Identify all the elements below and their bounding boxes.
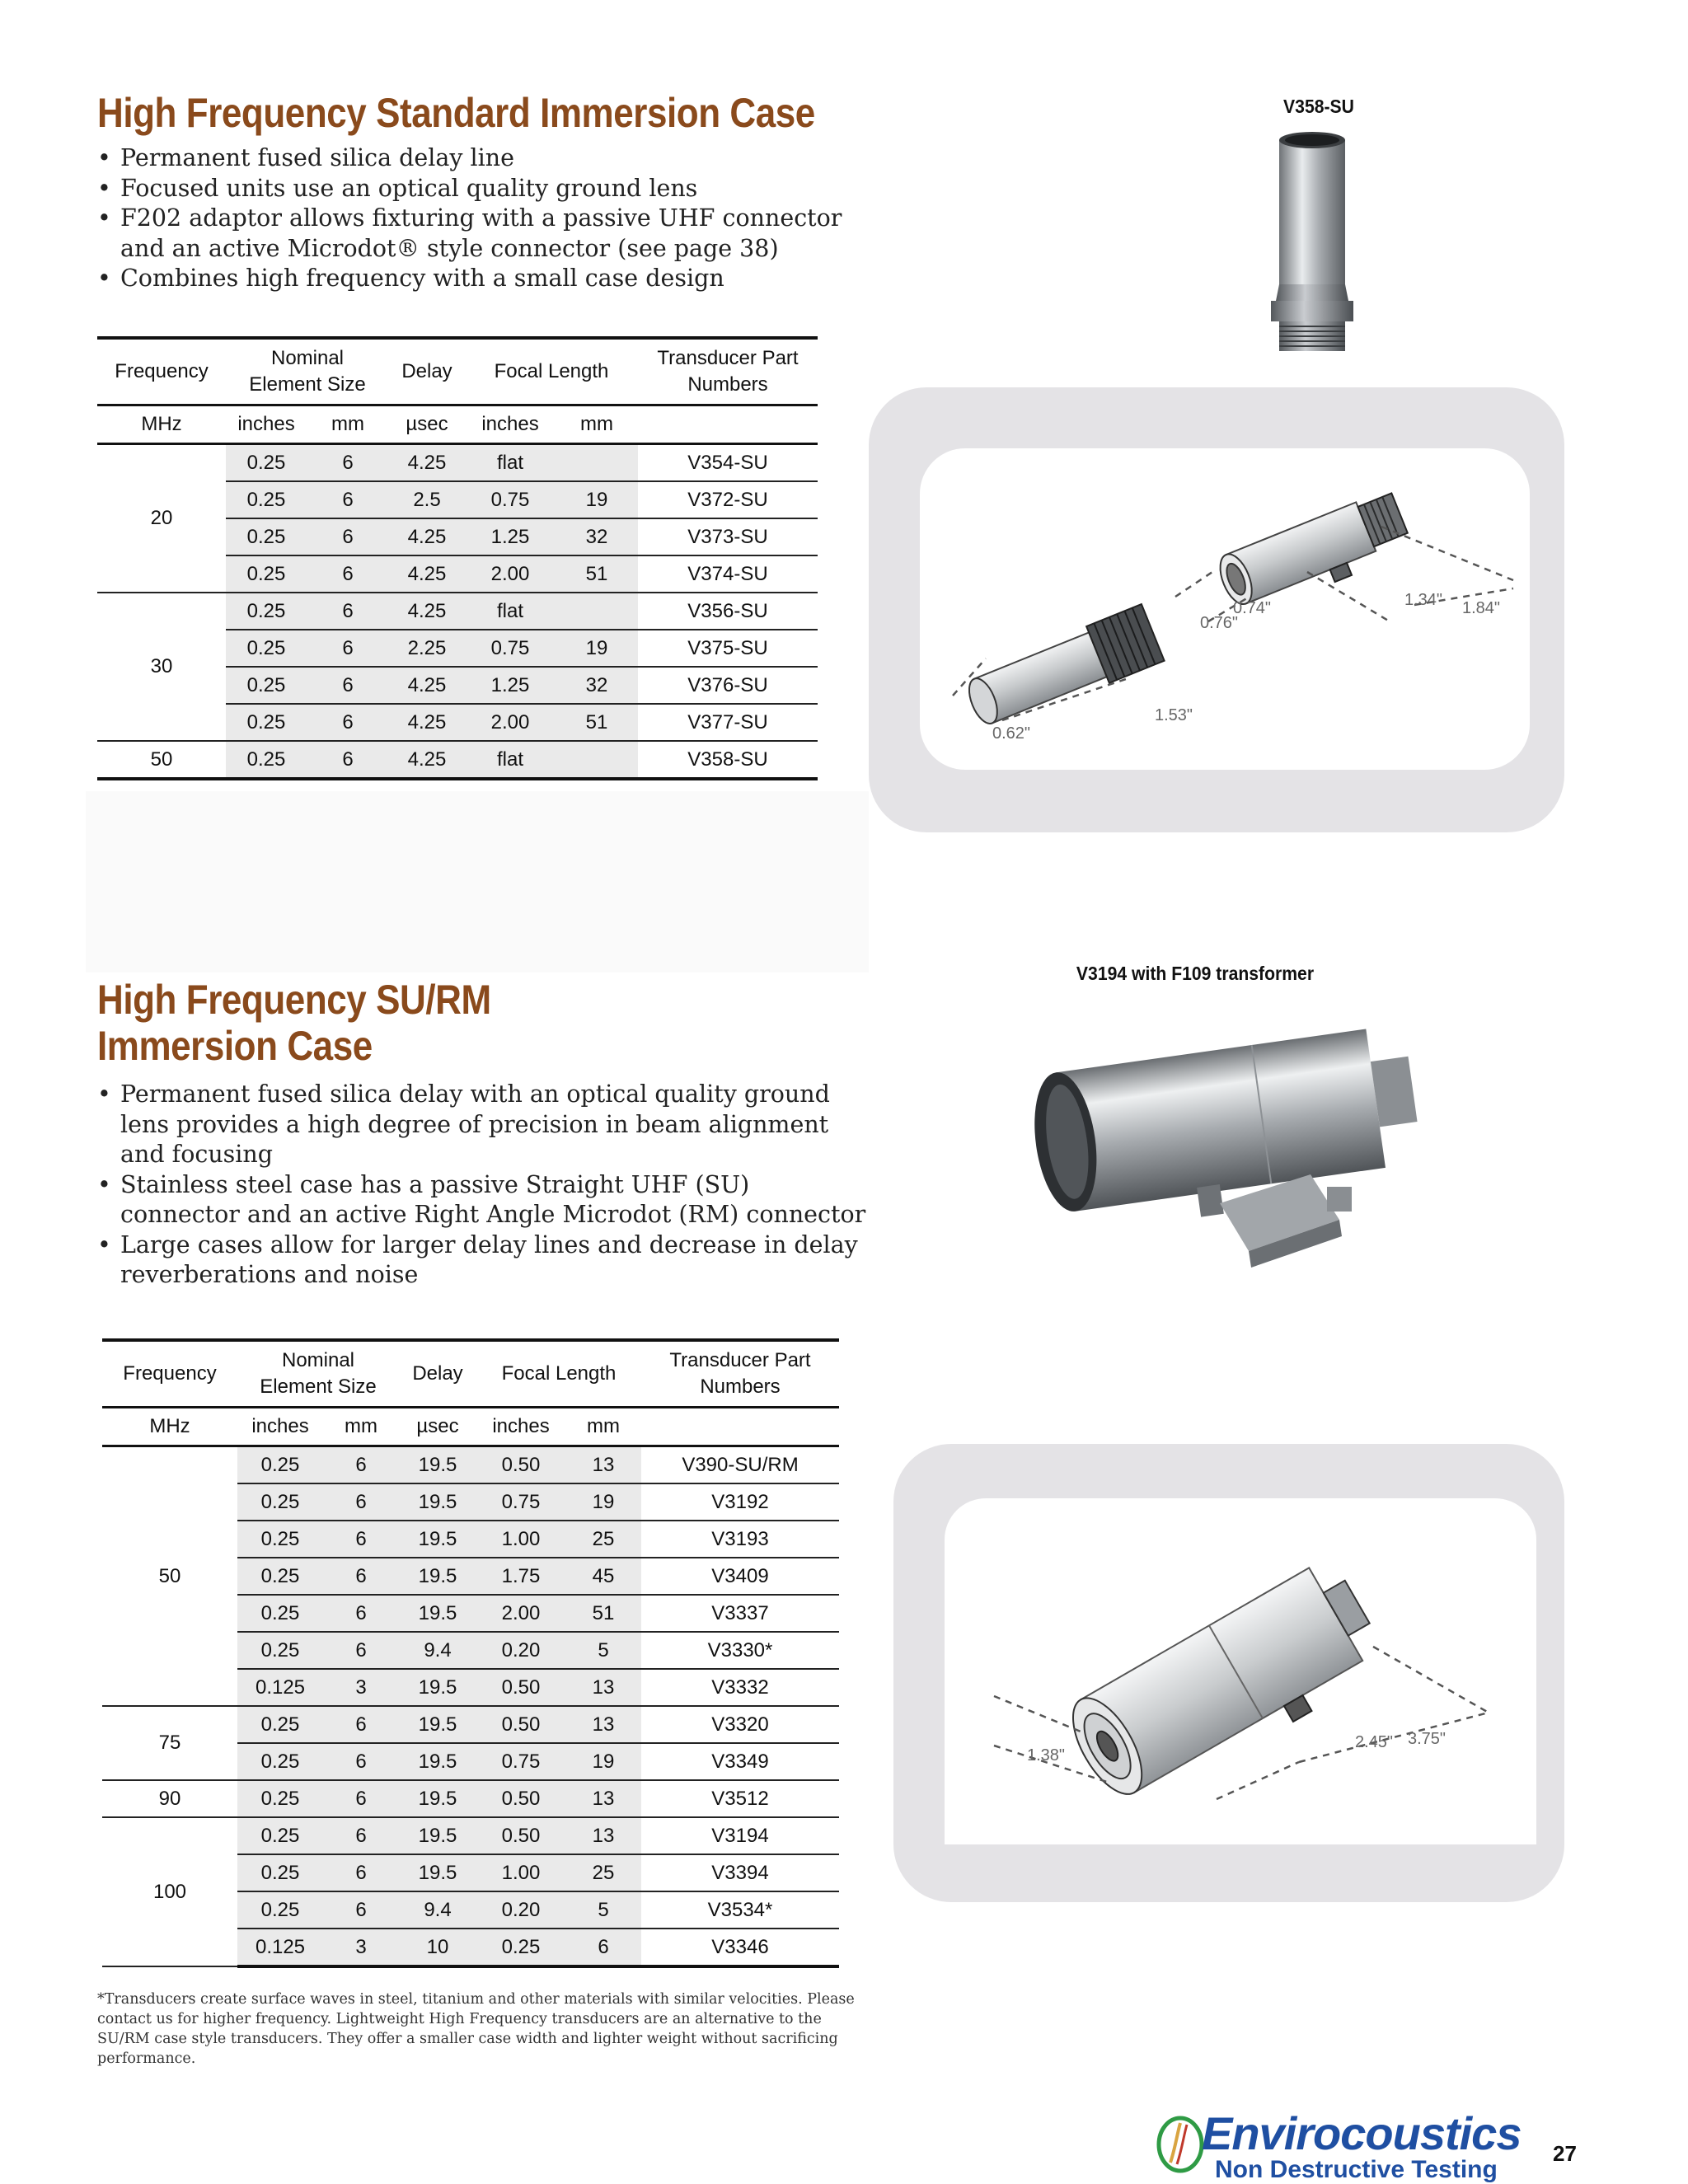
table2-value-cell: 19.5 bbox=[399, 1558, 476, 1595]
table2-value-cell: 0.125 bbox=[237, 1669, 323, 1706]
page-number: 27 bbox=[1553, 2141, 1577, 2166]
table1-value-cell: 6 bbox=[307, 593, 389, 630]
table2-part-number: V3349 bbox=[641, 1743, 839, 1780]
table2-value-cell: 2.00 bbox=[476, 1595, 565, 1632]
table2-value-cell: 6 bbox=[323, 1854, 399, 1891]
table2-value-cell: 19.5 bbox=[399, 1743, 476, 1780]
table1-part-number: V372-SU bbox=[638, 481, 818, 518]
section2-spec-table bbox=[102, 1338, 839, 1968]
table1-value-cell: 0.25 bbox=[226, 667, 307, 704]
table2-value-cell: 0.50 bbox=[476, 1780, 565, 1817]
table1-frequency-cell: 20 bbox=[97, 444, 226, 593]
table2-part-number: V3346 bbox=[641, 1929, 839, 1966]
dimension-label: 3.75" bbox=[1408, 1730, 1447, 1748]
table2-value-cell: 0.25 bbox=[237, 1854, 323, 1891]
table2-row bbox=[102, 1780, 839, 1817]
table2-unit-cell bbox=[641, 1408, 839, 1446]
table2-value-cell: 0.25 bbox=[237, 1780, 323, 1817]
table1-part-number: V356-SU bbox=[638, 593, 818, 630]
table1-value-cell bbox=[556, 593, 638, 630]
table1-unit-cell: mm bbox=[307, 405, 389, 444]
table1-value-cell: 1.25 bbox=[465, 667, 556, 704]
table1-frequency-cell: 50 bbox=[97, 741, 226, 779]
table2-value-cell: 0.25 bbox=[237, 1632, 323, 1669]
dimension-label: 2.45" bbox=[1355, 1733, 1394, 1751]
dimension-label: 0.76" bbox=[1200, 614, 1239, 632]
table1-header-cell: Frequency bbox=[97, 338, 226, 405]
table1-row bbox=[97, 741, 818, 779]
table1-value-cell: 0.25 bbox=[226, 481, 307, 518]
table2-value-cell: 10 bbox=[399, 1929, 476, 1966]
dimension-label: 0.74" bbox=[1233, 599, 1272, 617]
table2-part-number: V3512 bbox=[641, 1780, 839, 1817]
table1-value-cell: 4.25 bbox=[389, 741, 465, 779]
table2-frequency-cell: 100 bbox=[102, 1817, 237, 1966]
table2-value-cell: 0.20 bbox=[476, 1891, 565, 1929]
table1-value-cell: 1.25 bbox=[465, 518, 556, 555]
table1-value-cell: 0.25 bbox=[226, 630, 307, 667]
table2-header-cell: Delay bbox=[399, 1340, 476, 1408]
table1-value-cell: 32 bbox=[556, 667, 638, 704]
table2-part-number: V3194 bbox=[641, 1817, 839, 1854]
table1-value-cell bbox=[556, 444, 638, 482]
table1-row bbox=[97, 444, 818, 482]
table2-part-number: V3534* bbox=[641, 1891, 839, 1929]
table2-value-cell: 19.5 bbox=[399, 1854, 476, 1891]
table1-value-cell: 19 bbox=[556, 630, 638, 667]
table1-value-cell: 2.5 bbox=[389, 481, 465, 518]
v358-su-photo bbox=[1261, 124, 1368, 371]
table1-value-cell: 6 bbox=[307, 444, 389, 482]
table2-value-cell: 13 bbox=[565, 1706, 641, 1743]
table2-value-cell: 0.50 bbox=[476, 1706, 565, 1743]
table2-value-cell: 13 bbox=[565, 1817, 641, 1854]
table1-unit-cell: µsec bbox=[389, 405, 465, 444]
table2-value-cell: 5 bbox=[565, 1632, 641, 1669]
table1-value-cell: 0.75 bbox=[465, 630, 556, 667]
table2-value-cell: 0.25 bbox=[476, 1929, 565, 1966]
table2-value-cell: 0.25 bbox=[237, 1743, 323, 1780]
section1-title: High Frequency Standard Immersion Case bbox=[97, 90, 815, 136]
table1-value-cell: 4.25 bbox=[389, 704, 465, 741]
table2-value-cell: 0.75 bbox=[476, 1483, 565, 1521]
table1-part-number: V377-SU bbox=[638, 704, 818, 741]
table2-value-cell: 13 bbox=[565, 1669, 641, 1706]
table2-value-cell: 6 bbox=[323, 1521, 399, 1558]
table1-frequency-cell: 30 bbox=[97, 593, 226, 741]
table2-value-cell: 19.5 bbox=[399, 1780, 476, 1817]
table2-value-cell: 0.50 bbox=[476, 1669, 565, 1706]
table2-value-cell: 19.5 bbox=[399, 1595, 476, 1632]
table2-value-cell: 19.5 bbox=[399, 1446, 476, 1484]
table1-value-cell: 6 bbox=[307, 704, 389, 741]
table1-part-number: V374-SU bbox=[638, 555, 818, 593]
table1-value-cell: 4.25 bbox=[389, 593, 465, 630]
table1-value-cell: 2.00 bbox=[465, 704, 556, 741]
table1-value-cell: 51 bbox=[556, 555, 638, 593]
dimension-label: 1.84" bbox=[1462, 599, 1501, 617]
table2-value-cell: 0.75 bbox=[476, 1743, 565, 1780]
table2-part-number: V3193 bbox=[641, 1521, 839, 1558]
table2-part-number: V3330* bbox=[641, 1632, 839, 1669]
table2-value-cell: 0.50 bbox=[476, 1446, 565, 1484]
table2-value-cell: 0.25 bbox=[237, 1446, 323, 1484]
section2-title-line2: Immersion Case bbox=[97, 1023, 373, 1069]
table2-part-number: V3337 bbox=[641, 1595, 839, 1632]
footnote: *Transducers create surface waves in steel, titanium and other materials with similar velocities. Please contact us for higher frequency. Lightweight High Frequency transducers are an alternative to the SU/RM case style transducers. They offer a smaller case width and lighter weight without sacrificing performance. bbox=[97, 1991, 855, 2067]
table1-part-number: V376-SU bbox=[638, 667, 818, 704]
table1-value-cell: 32 bbox=[556, 518, 638, 555]
table1-value-cell: 2.25 bbox=[389, 630, 465, 667]
dimension-label: 1.38" bbox=[1027, 1746, 1066, 1765]
table1-value-cell: 4.25 bbox=[389, 444, 465, 482]
table1-header-cell: Nominal Element Size bbox=[226, 338, 389, 405]
table2-value-cell: 9.4 bbox=[399, 1632, 476, 1669]
section1-bullet: • F202 adaptor allows fixturing with a passive UHF connector and an active Microdot® style connector (see page 38) bbox=[97, 204, 864, 264]
section1-spec-table bbox=[97, 336, 818, 780]
table2-value-cell: 0.20 bbox=[476, 1632, 565, 1669]
table2-value-cell: 25 bbox=[565, 1521, 641, 1558]
table1-part-number: V358-SU bbox=[638, 741, 818, 779]
table2-value-cell: 0.50 bbox=[476, 1817, 565, 1854]
section2-bullet: • Large cases allow for larger delay lines and decrease in delay reverberations and noise bbox=[97, 1230, 872, 1291]
logo-sub-text: Non Destructive Testing bbox=[1215, 2156, 1498, 2183]
table1-value-cell: 6 bbox=[307, 518, 389, 555]
table2-part-number: V3394 bbox=[641, 1854, 839, 1891]
table1-value-cell: 6 bbox=[307, 630, 389, 667]
table2-value-cell: 0.25 bbox=[237, 1706, 323, 1743]
table2-value-cell: 19 bbox=[565, 1743, 641, 1780]
table2-unit-cell: mm bbox=[565, 1408, 641, 1446]
table2-part-number: V3332 bbox=[641, 1669, 839, 1706]
table1-unit-cell bbox=[638, 405, 818, 444]
table1-unit-cell: inches bbox=[226, 405, 307, 444]
table2-value-cell: 25 bbox=[565, 1854, 641, 1891]
section2-title-line1: High Frequency SU/RM bbox=[97, 977, 491, 1023]
table2-value-cell: 3 bbox=[323, 1929, 399, 1966]
table2-unit-cell: inches bbox=[237, 1408, 323, 1446]
table1-value-cell: 0.25 bbox=[226, 593, 307, 630]
dimension-drawing-1 bbox=[920, 448, 1530, 770]
table1-row bbox=[97, 593, 818, 630]
table1-value-cell: 0.25 bbox=[226, 555, 307, 593]
table2-part-number: V3320 bbox=[641, 1706, 839, 1743]
table1-unit-cell: MHz bbox=[97, 405, 226, 444]
section2-bullets bbox=[97, 1080, 872, 1291]
table2-value-cell: 6 bbox=[323, 1743, 399, 1780]
dimension-label: 1.34" bbox=[1404, 591, 1443, 609]
table1-value-cell: 4.25 bbox=[389, 555, 465, 593]
table2-value-cell: 9.4 bbox=[399, 1891, 476, 1929]
table1-value-cell: 51 bbox=[556, 704, 638, 741]
table1-part-number: V373-SU bbox=[638, 518, 818, 555]
table2-value-cell: 6 bbox=[323, 1706, 399, 1743]
table2-header-cell: Nominal Element Size bbox=[237, 1340, 399, 1408]
table1-value-cell bbox=[556, 741, 638, 779]
dimension-drawing-2 bbox=[945, 1498, 1536, 1844]
table2-unit-cell: µsec bbox=[399, 1408, 476, 1446]
table2-value-cell: 0.25 bbox=[237, 1595, 323, 1632]
table2-value-cell: 45 bbox=[565, 1558, 641, 1595]
table2-value-cell: 0.25 bbox=[237, 1817, 323, 1854]
table1-value-cell: 4.25 bbox=[389, 518, 465, 555]
table2-value-cell: 19.5 bbox=[399, 1669, 476, 1706]
table2-value-cell: 1.75 bbox=[476, 1558, 565, 1595]
section1-bullet: • Permanent fused silica delay line bbox=[97, 143, 864, 174]
dimension-label: 0.62" bbox=[992, 724, 1031, 743]
table1-value-cell: 4.25 bbox=[389, 667, 465, 704]
table1-value-cell: flat bbox=[465, 593, 556, 630]
section1-bullet: • Focused units use an optical quality ground lens bbox=[97, 174, 864, 204]
table2-value-cell: 13 bbox=[565, 1780, 641, 1817]
v3194-photo bbox=[1014, 989, 1475, 1269]
dimension-label: 1.53" bbox=[1155, 706, 1193, 724]
table2-value-cell: 19.5 bbox=[399, 1521, 476, 1558]
table2-value-cell: 6 bbox=[323, 1483, 399, 1521]
table1-value-cell: 0.25 bbox=[226, 741, 307, 779]
table2-unit-cell: MHz bbox=[102, 1408, 237, 1446]
table2-row bbox=[102, 1706, 839, 1743]
table1-value-cell: flat bbox=[465, 444, 556, 482]
table2-value-cell: 1.00 bbox=[476, 1854, 565, 1891]
table2-value-cell: 51 bbox=[565, 1595, 641, 1632]
table2-value-cell: 0.25 bbox=[237, 1891, 323, 1929]
table2-value-cell: 6 bbox=[323, 1446, 399, 1484]
table1-unit-cell: inches bbox=[465, 405, 556, 444]
section2-bullet: • Stainless steel case has a passive Straight UHF (SU) connector and an active Right Angle Microdot (RM) connector bbox=[97, 1170, 872, 1230]
section1-shade bbox=[86, 791, 869, 972]
table2-value-cell: 0.25 bbox=[237, 1483, 323, 1521]
table1-unit-cell: mm bbox=[556, 405, 638, 444]
table1-value-cell: flat bbox=[465, 741, 556, 779]
section1-bullet: • Combines high frequency with a small case design bbox=[97, 264, 864, 294]
table2-unit-cell: mm bbox=[323, 1408, 399, 1446]
table2-frequency-cell: 50 bbox=[102, 1446, 237, 1707]
table1-value-cell: 6 bbox=[307, 481, 389, 518]
table1-value-cell: 0.25 bbox=[226, 444, 307, 482]
table1-header-cell: Delay bbox=[389, 338, 465, 405]
table1-value-cell: 6 bbox=[307, 667, 389, 704]
table2-value-cell: 6 bbox=[323, 1632, 399, 1669]
table1-value-cell: 0.75 bbox=[465, 481, 556, 518]
table1-value-cell: 6 bbox=[307, 555, 389, 593]
table2-header-cell: Focal Length bbox=[476, 1340, 641, 1408]
table2-value-cell: 0.25 bbox=[237, 1558, 323, 1595]
table2-value-cell: 19.5 bbox=[399, 1483, 476, 1521]
table2-value-cell: 6 bbox=[323, 1817, 399, 1854]
table2-part-number: V3409 bbox=[641, 1558, 839, 1595]
table1-value-cell: 2.00 bbox=[465, 555, 556, 593]
table2-value-cell: 0.25 bbox=[237, 1521, 323, 1558]
table2-frequency-cell: 90 bbox=[102, 1780, 237, 1817]
table1-part-number: V354-SU bbox=[638, 444, 818, 482]
table2-part-number: V3192 bbox=[641, 1483, 839, 1521]
table2-value-cell: 6 bbox=[323, 1595, 399, 1632]
table2-value-cell: 19.5 bbox=[399, 1706, 476, 1743]
table1-value-cell: 19 bbox=[556, 481, 638, 518]
table2-value-cell: 5 bbox=[565, 1891, 641, 1929]
table1-header-cell: Transducer Part Numbers bbox=[638, 338, 818, 405]
table2-row bbox=[102, 1817, 839, 1854]
table2-value-cell: 19.5 bbox=[399, 1817, 476, 1854]
table2-value-cell: 19 bbox=[565, 1483, 641, 1521]
table1-value-cell: 6 bbox=[307, 741, 389, 779]
section2-bullet: • Permanent fused silica delay with an optical quality ground lens provides a high degree of precision in beam alignment and focusing bbox=[97, 1080, 872, 1170]
table1-value-cell: 0.25 bbox=[226, 704, 307, 741]
v358-su-caption: V358-SU bbox=[1283, 96, 1354, 117]
table2-value-cell: 13 bbox=[565, 1446, 641, 1484]
section1-bullets bbox=[97, 143, 864, 294]
table2-value-cell: 6 bbox=[323, 1780, 399, 1817]
table2-frequency-cell: 75 bbox=[102, 1706, 237, 1780]
table2-value-cell: 6 bbox=[323, 1891, 399, 1929]
table2-header-cell: Transducer Part Numbers bbox=[641, 1340, 839, 1408]
table2-header-cell: Frequency bbox=[102, 1340, 237, 1408]
table2-value-cell: 6 bbox=[565, 1929, 641, 1966]
table2-row bbox=[102, 1446, 839, 1484]
table1-header-cell: Focal Length bbox=[465, 338, 638, 405]
table1-part-number: V375-SU bbox=[638, 630, 818, 667]
table2-value-cell: 1.00 bbox=[476, 1521, 565, 1558]
table1-value-cell: 0.25 bbox=[226, 518, 307, 555]
table2-value-cell: 3 bbox=[323, 1669, 399, 1706]
table2-unit-cell: inches bbox=[476, 1408, 565, 1446]
table2-value-cell: 6 bbox=[323, 1558, 399, 1595]
logo-main-text: Envirocoustics bbox=[1202, 2107, 1522, 2159]
v3194-caption: V3194 with F109 transformer bbox=[1076, 963, 1315, 984]
table2-part-number: V390-SU/RM bbox=[641, 1446, 839, 1484]
table2-value-cell: 0.125 bbox=[237, 1929, 323, 1966]
